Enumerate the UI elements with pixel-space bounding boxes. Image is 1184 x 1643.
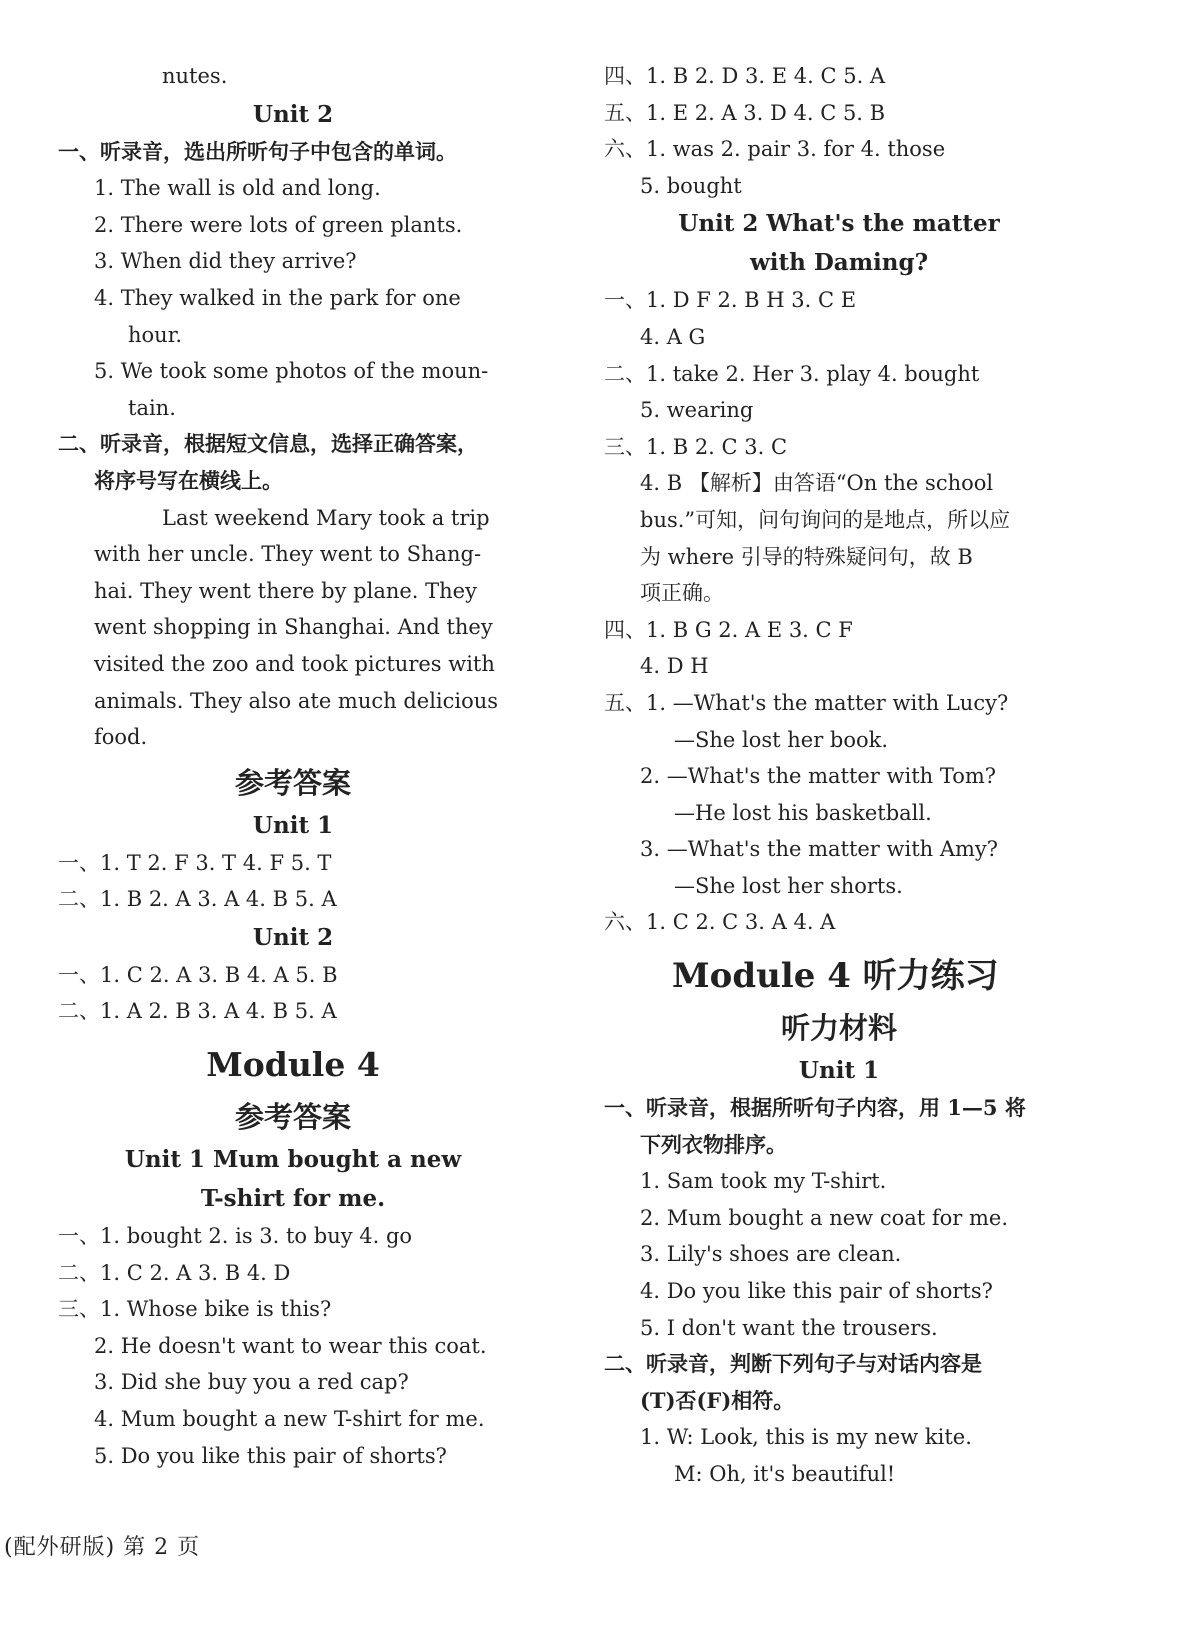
answers-title: 参考答案 [234,1100,351,1135]
passage-line: hai. They went there by plane. They [94,578,477,603]
unit-title: Unit 2 What's the matter [678,210,1000,238]
section-title: Unit 1 [252,811,334,839]
list-item: 5. We took some photos of the moun- [94,359,489,384]
explanation-line: bus.”可知，问句询问的是地点，所以应 [640,507,1011,532]
answer-line: 一、1. C 2. A 3. B 4. A 5. B [58,962,338,987]
left-column [58,58,528,1474]
answer-line: 3. —What's the matter with Amy? [640,837,999,862]
passage-line: visited the zoo and took pictures with [94,651,495,676]
question-heading [604,1127,1074,1164]
question-heading [604,1346,1074,1383]
answer-line: 4. A G [640,324,706,349]
list-item: tain. [128,395,176,420]
answer-line: 五、1. —What's the matter with Lucy? [604,690,1009,715]
unit-title: with Daming? [749,249,929,277]
page-footer: (配外研版) 第 2 页 [4,1535,201,1560]
question-heading [58,426,528,463]
explanation-line: 为 where 引导的特殊疑问句，故 B [640,544,973,569]
answer-line: 五、1. E 2. A 3. D 4. C 5. B [604,100,886,125]
answers-title: 参考答案 [234,765,351,800]
question-heading [604,1090,1074,1127]
answer-line: 2. —What's the matter with Tom? [640,764,997,789]
question-heading [58,463,528,500]
question-text: (T)否(F)相符。 [640,1387,795,1413]
section-title: Unit 1 [798,1057,880,1085]
answer-line: 二、1. B 2. A 3. A 4. B 5. A [58,887,337,912]
answer-line: 一、1. D F 2. B H 3. C E [604,288,857,313]
explanation-line: 项正确。 [640,581,724,606]
answer-line: 三、1. Whose bike is this? [58,1297,332,1322]
answer-line: 二、1. C 2. A 3. B 4. D [58,1260,291,1285]
answer-line: 四、1. B G 2. A E 3. C F [604,617,853,642]
text-line: nutes. [162,64,228,88]
answer-line: 二、1. take 2. Her 3. play 4. bought [604,361,980,386]
answer-line: 5. Do you like this pair of shorts? [94,1443,447,1468]
list-item: 3. When did they arrive? [94,249,357,274]
module-title: Module 4 听力练习 [672,956,999,997]
answer-line: 5. wearing [640,398,754,423]
answer-line: 三、1. B 2. C 3. C [604,434,788,459]
question-text: 一、听录音，选出所听句子中包含的单词。 [58,138,457,164]
list-item: hour. [128,322,183,347]
material-title: 听力材料 [780,1011,897,1046]
list-item: 1. Sam took my T-shirt. [640,1169,887,1194]
list-item: 1. The wall is old and long. [94,176,381,201]
answer-line: 四、1. B 2. D 3. E 4. C 5. A [604,64,886,88]
answer-line: —He lost his basketball. [674,800,932,825]
passage-line: with her uncle. They went to Shang- [94,542,482,567]
question-text: 一、听录音，根据所听句子内容，用 1—5 将 [604,1095,1026,1121]
dialogue-line: 1. W: Look, this is my new kite. [640,1425,972,1450]
list-item: 2. There were lots of green plants. [94,212,463,237]
answer-line: 六、1. was 2. pair 3. for 4. those [604,137,946,162]
unit-title: T-shirt for me. [200,1185,386,1213]
passage-line: animals. They also ate much delicious [94,688,499,713]
list-item: 4. They walked in the park for one [94,285,461,310]
passage-line: food. [94,725,148,750]
section-title: Unit 2 [252,923,334,951]
question-text: 二、听录音，根据短文信息，选择正确答案， [58,431,478,457]
list-item: 4. Do you like this pair of shorts? [640,1279,993,1304]
answer-line: 一、1. bought 2. is 3. to buy 4. go [58,1224,413,1249]
list-item: 5. I don't want the trousers. [640,1315,938,1340]
module-title: Module 4 [206,1045,380,1085]
answer-line: 4. D H [640,654,709,679]
question-text: 下列衣物排序。 [640,1131,787,1157]
unit-title: Unit 1 Mum bought a new [124,1146,462,1174]
list-item: 3. Lily's shoes are clean. [640,1242,902,1267]
dialogue-line: M: Oh, it's beautiful! [674,1462,896,1486]
right-column [604,58,1074,1493]
question-heading [604,1383,1074,1420]
passage-line: went shopping in Shanghai. And they [94,615,493,640]
answer-line: 2. He doesn't want to wear this coat. [94,1333,487,1358]
question-text: 二、听录音，判断下列句子与对话内容是 [604,1351,982,1377]
explanation-line: 4. B 【解析】由答语“On the school [640,471,994,496]
section-title: Unit 2 [252,100,334,128]
answer-line: 六、1. C 2. C 3. A 4. A [604,910,836,935]
answer-line: —She lost her shorts. [674,873,903,898]
answer-line: 一、1. T 2. F 3. T 4. F 5. T [58,850,332,875]
answer-line: 4. Mum bought a new T-shirt for me. [94,1407,485,1432]
passage-line: Last weekend Mary took a trip [162,505,490,530]
question-heading [58,134,528,171]
list-item: 2. Mum bought a new coat for me. [640,1205,1009,1230]
question-text: 将序号写在横线上。 [94,467,283,493]
answer-line: 3. Did she buy you a red cap? [94,1370,409,1395]
answer-line: 5. bought [640,173,742,198]
answer-line: —She lost her book. [674,727,889,752]
answer-line: 二、1. A 2. B 3. A 4. B 5. A [58,999,337,1024]
